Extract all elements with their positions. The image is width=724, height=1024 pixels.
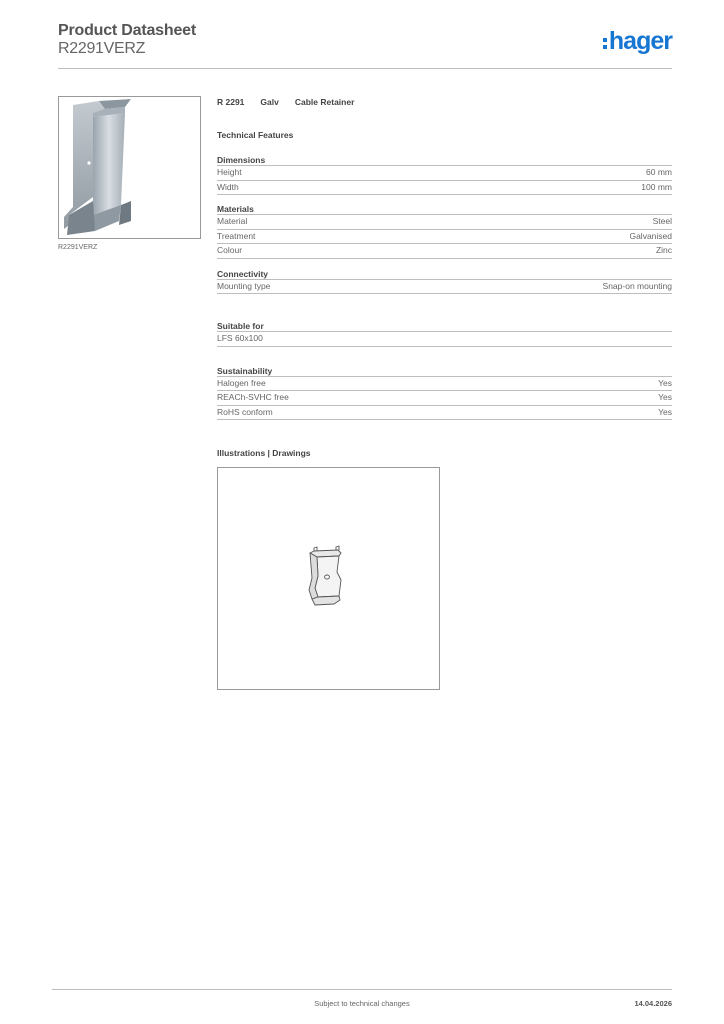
table-row — [217, 406, 672, 421]
row-label: Material — [217, 216, 248, 226]
connectivity-section — [217, 269, 672, 295]
product-code: R 2291 — [217, 97, 245, 107]
row-label: RoHS conform — [217, 406, 273, 417]
logo-text: hager — [608, 27, 672, 55]
row-label: Mounting type — [217, 280, 271, 291]
row-value: Yes — [658, 377, 672, 388]
product-line — [217, 96, 672, 108]
sustainability-section — [217, 366, 672, 421]
technical-drawing — [217, 467, 440, 690]
product-finish: Galv — [260, 97, 279, 107]
footer — [52, 989, 672, 1019]
dimensions-section — [217, 155, 672, 195]
technical-content — [217, 96, 672, 420]
row-value: Yes — [658, 392, 672, 402]
table-row — [217, 332, 672, 347]
row-label: Halogen free — [217, 377, 266, 388]
materials-section — [217, 204, 672, 259]
photo-caption: R2291VERZ — [58, 244, 98, 251]
hager-logo — [603, 28, 672, 54]
table-row — [217, 244, 672, 259]
table-row — [217, 391, 672, 406]
row-label: Colour — [217, 245, 243, 255]
row-label: Height — [217, 167, 242, 177]
row-label: Treatment — [217, 230, 256, 241]
product-name: Cable Retainer — [294, 97, 355, 107]
row-value: Steel — [652, 216, 672, 226]
technical-features-title: Technical Features — [217, 130, 294, 140]
row-value: Yes — [658, 406, 672, 417]
row-value: Snap-on mounting — [602, 280, 672, 291]
suitable-for-section — [217, 321, 672, 347]
section-title: Connectivity — [217, 269, 672, 280]
footer-date: 14.04.2026 — [634, 999, 672, 1008]
table-row — [217, 230, 672, 245]
table-row — [217, 181, 672, 196]
table-row — [217, 166, 672, 181]
cable-retainer-drawing-icon — [218, 468, 439, 689]
table-row — [217, 377, 672, 392]
cable-retainer-photo-icon — [59, 97, 200, 238]
document-subtitle: R2291VERZ — [58, 40, 146, 57]
row-value: 100 mm — [641, 181, 672, 192]
row-label: LFS 60x100 — [217, 333, 263, 343]
section-title: Sustainability — [217, 366, 672, 377]
section-title: Suitable for — [217, 321, 672, 332]
section-title: Materials — [217, 204, 672, 215]
illustrations-title: Illustrations | Drawings — [217, 448, 311, 458]
table-row — [217, 215, 672, 230]
table-row — [217, 280, 672, 295]
logo-dots-icon — [603, 38, 607, 49]
footer-note: Subject to technical changes — [314, 999, 410, 1008]
header — [58, 22, 672, 69]
section-title: Dimensions — [217, 155, 672, 166]
row-value: Galvanised — [629, 230, 672, 241]
document-title: Product Datasheet — [58, 22, 196, 39]
row-value: Zinc — [655, 245, 672, 255]
row-label: Width — [217, 181, 239, 192]
product-photo — [58, 96, 201, 239]
row-label: REACh-SVHC free — [217, 392, 289, 402]
row-value: 60 mm — [646, 167, 672, 177]
